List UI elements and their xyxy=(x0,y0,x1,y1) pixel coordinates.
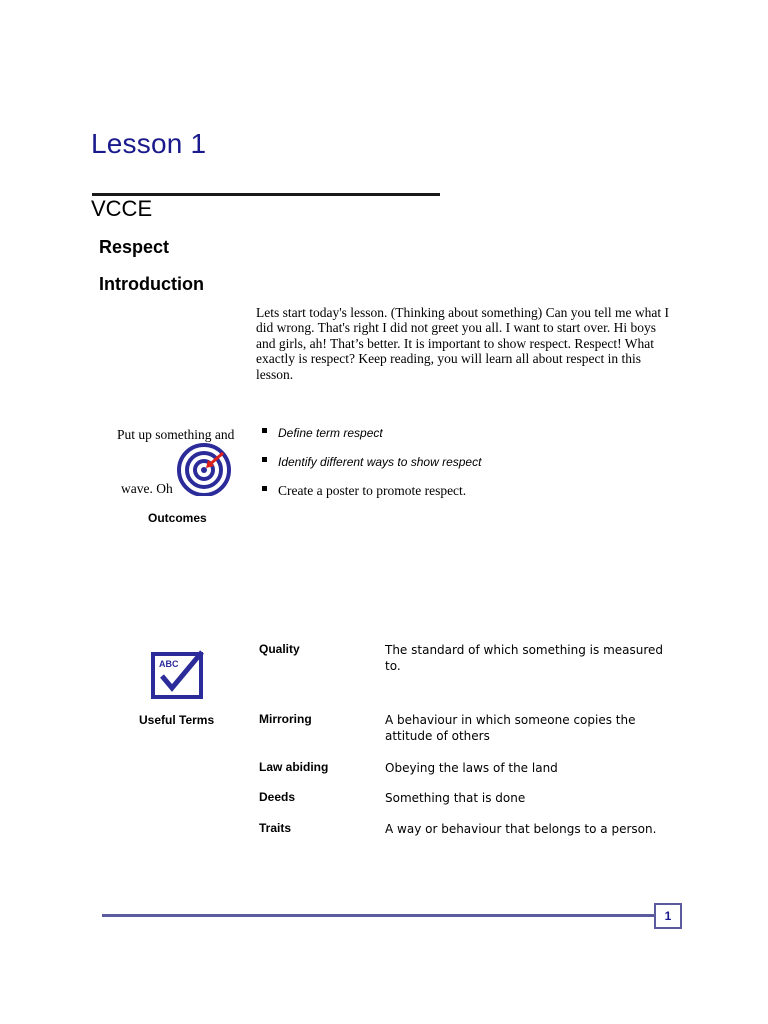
term-definition: Obeying the laws of the land xyxy=(385,761,558,775)
side-note-line-1: Put up something and xyxy=(117,427,235,442)
bullet-icon xyxy=(262,428,267,433)
list-item xyxy=(262,453,682,482)
term-definition: A way or behaviour that belongs to a person. xyxy=(385,822,657,836)
target-icon xyxy=(176,442,232,496)
useful-terms-label: Useful Terms xyxy=(139,713,215,727)
svg-text:ABC: ABC xyxy=(159,659,179,669)
term-label: Quality xyxy=(259,642,300,656)
footer-divider xyxy=(102,914,654,917)
outcomes-label: Outcomes xyxy=(148,511,207,525)
outcome-text: Identify different ways to show respect xyxy=(278,455,482,469)
intro-paragraph: Lets start today's lesson. (Thinking about something) Can you tell me what I did wrong. That's right I did not greet you all. I want to start over. Hi boys and girls, ah! That’s better. It is important to show respect. Respect! What exactly is respect? Keep reading, you will learn all about respect in this lesson. xyxy=(256,305,669,382)
outcomes-list xyxy=(262,424,682,511)
lesson-title: Lesson 1 xyxy=(91,128,207,159)
term-label: Mirroring xyxy=(259,712,312,726)
outcome-text: Create a poster to promote respect. xyxy=(278,483,467,498)
abc-checkbox-icon xyxy=(150,650,206,700)
outcome-text: Define term respect xyxy=(278,426,383,440)
section-heading-introduction: Introduction xyxy=(99,274,204,294)
list-item xyxy=(262,482,682,511)
term-definition: Something that is done xyxy=(385,791,526,805)
list-item xyxy=(262,424,682,453)
bullet-icon xyxy=(262,457,267,462)
term-label: Deeds xyxy=(259,790,296,804)
term-label: Law abiding xyxy=(259,760,329,774)
side-note-line-2: wave. Oh xyxy=(121,481,173,496)
bullet-icon xyxy=(262,486,267,491)
term-label: Traits xyxy=(259,821,292,835)
term-definition: The standard of which something is measured to. xyxy=(385,643,664,673)
subject-heading: VCCE xyxy=(91,196,153,221)
page-number: 1 xyxy=(654,903,682,929)
term-definition: A behaviour in which someone copies the attitude of others xyxy=(385,713,636,743)
section-heading-respect: Respect xyxy=(99,237,170,257)
